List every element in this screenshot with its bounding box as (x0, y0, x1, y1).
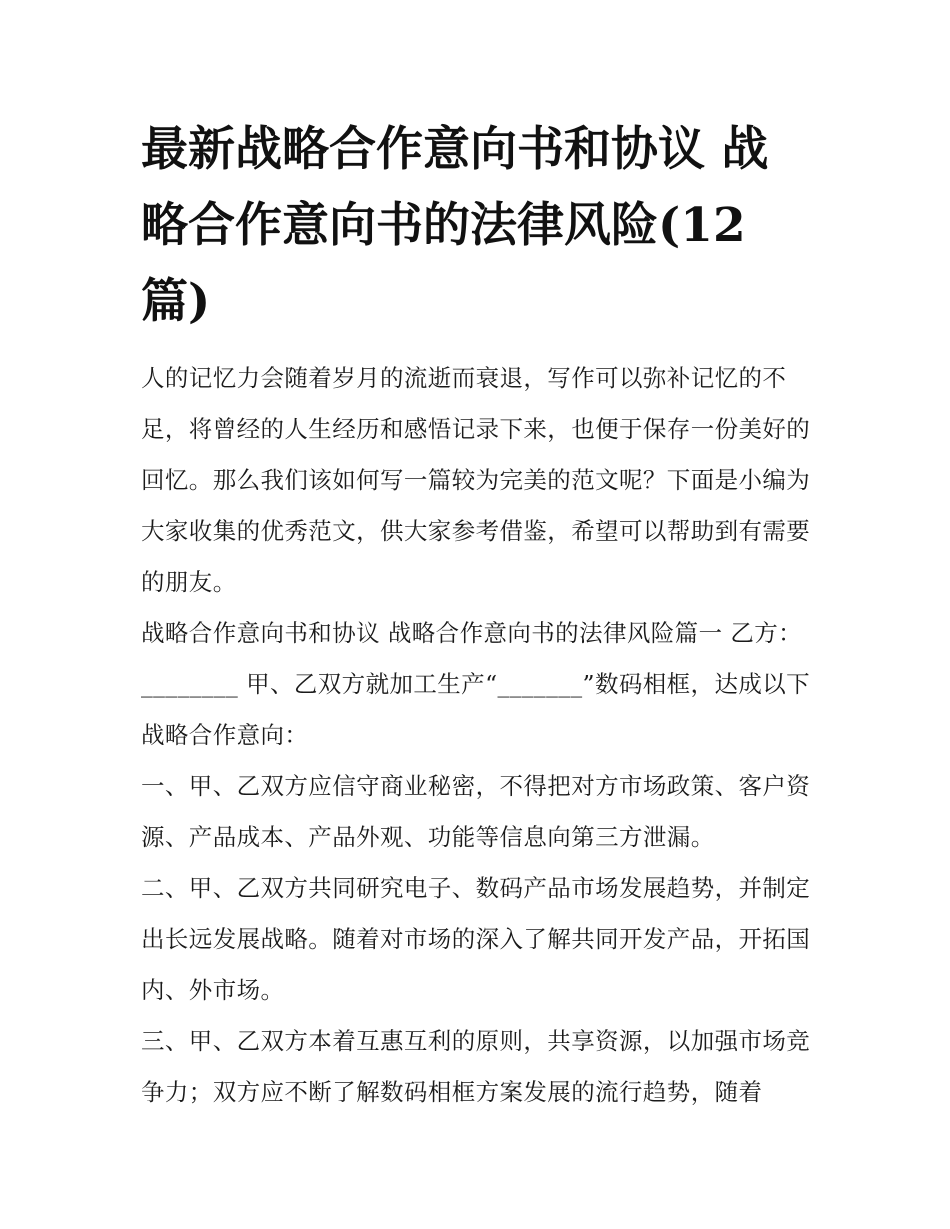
intro-paragraph: 人的记忆力会随着岁月的流逝而衰退，写作可以弥补记忆的不足，将曾经的人生经历和感悟记录下来，也便于保存一份美好的回忆。那么我们该如何写一篇较为完美的范文呢？下面是小编为大家收集的优秀范文，供大家参考借鉴，希望可以帮助到有需要的朋友。 (141, 364, 811, 596)
clause-three-paragraph: 三、甲、乙双方本着互惠互利的原则，共享资源，以加强市场竞争力；双方应不断了解数码相框方案发展的流行趋势，随着 (141, 1027, 811, 1106)
document-content (141, 112, 813, 1118)
clause-two-paragraph: 二、甲、乙双方共同研究电子、数码产品市场发展趋势，并制定出长远发展战略。随着对市场的深入了解共同开发产品，开拓国内、外市场。 (141, 874, 811, 1004)
clause-one-paragraph: 一、甲、乙双方应信守商业秘密，不得把对方市场政策、客户资源、产品成本、产品外观、功能等信息向第三方泄漏。 (141, 772, 811, 851)
section-heading-paragraph: 战略合作意向书和协议 战略合作意向书的法律风险篇一 乙方：________ 甲、乙双方就加工生产“_______”数码相框，达成以下战略合作意向： (141, 619, 811, 749)
document-title: 最新战略合作意向书和协议 战略合作意向书的法律风险(12篇) (141, 122, 769, 329)
